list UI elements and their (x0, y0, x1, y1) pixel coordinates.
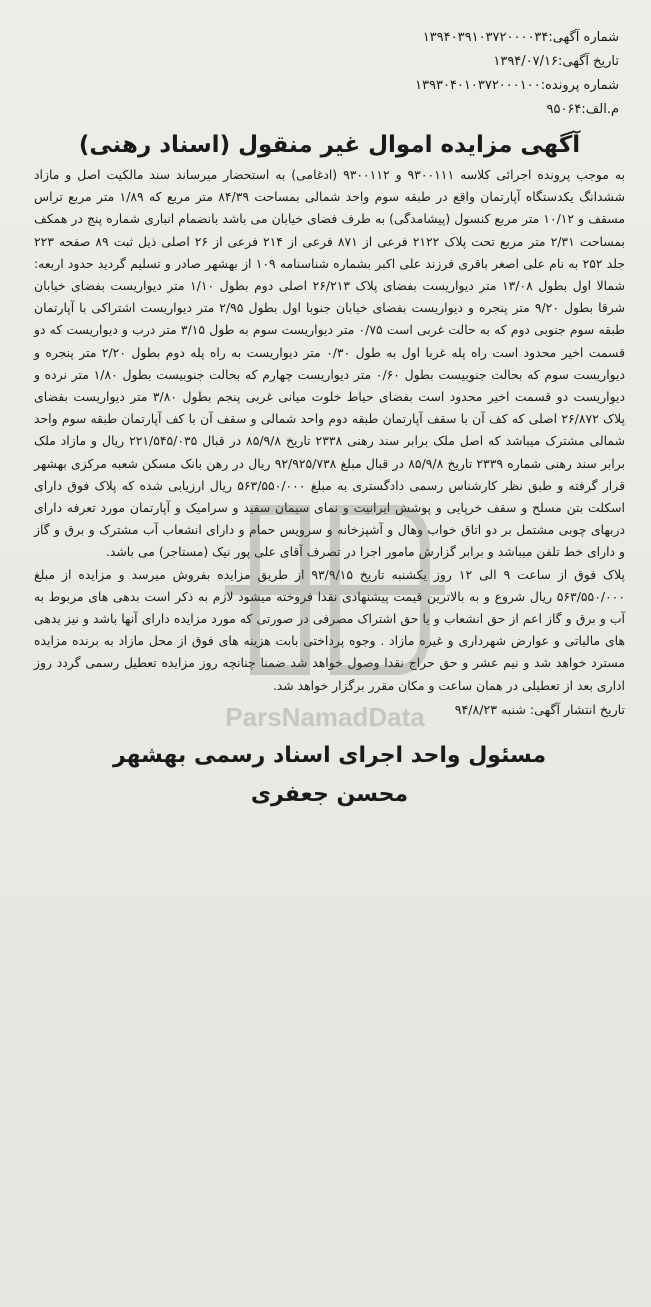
publication-date: تاریخ انتشار آگهی: شنبه ۹۴/۸/۲۳ (454, 701, 625, 717)
ad-date: تاریخ آگهی:۱۳۹۴/۰۷/۱۶ (493, 54, 619, 69)
ref-number: م.الف:۹۵۰۶۴ (546, 102, 619, 117)
notice-meta (34, 26, 619, 122)
notice-title: آگهی مزایده اموال غیر منقول (اسناد رهنی) (78, 132, 581, 158)
body-paragraph-2: پلاک فوق از ساعت ۹ الی ۱۲ روز یکشنبه تاریخ ۹۳/۹/۱۵ از طریق مزایده بفروش میرسد و مزایده از مبلغ ۵۶۳/۵۵۰/۰۰۰ ریال شروع و به بالاترین قیمت پیشنهادی نقدا فروخته میشود لازم به ذکر است بدهی های مربوط به آب و برق و گاز اعم از حق انشعاب و یا حق اشتراک مصرفی در صورتی که مورد مزایده دارای آنها باشد و نیز بدهی های مالیاتی و عوارض شهرداری و غیره مازاد . وجوه پرداختی بابت هزینه های فوق از محل مازاد به برنده مزایده مسترد خواهد شد و نیم عشر و حق حراج نقدا وصول خواهد شد ضمنا چنانچه روز مزایده تعطیل رسمی گردد روز اداری بعد از تعطیلی در همان ساعت و مکان مقرر برگزار خواهد شد. (34, 566, 625, 693)
notice-body (34, 164, 625, 697)
watermark-text: ParsNamadData (225, 702, 425, 732)
ad-number: شماره آگهی:۱۳۹۴۰۳۹۱۰۳۷۲۰۰۰۰۳۴ (422, 30, 619, 45)
signature-name: محسن جعفری (250, 781, 409, 807)
body-paragraph-1: به موجب پرونده اجرائی کلاسه ۹۳۰۰۱۱۱ و ۹۳۰۰۱۱۲ (ادغامی) به استحضار میرساند سند مالکیت اصل و مازاد ششدانگ یکدستگاه آپارتمان واقع در طبقه سوم واحد شمالی بمساحت ۸۴/۳۹ متر مربع که ۱/۸۹ متر مربع تراس مسقف و ۱۰/۱۲ متر مربع کنسول (پیشامدگی) به طرف فضای خیابان می باشد بانضمام انباری شماره پنج در همکف بمساحت ۲/۳۱ متر مربع تحت پلاک ۲۱۲۲ فرعی از ۸۷۱ فرعی از ۲۱۴ فرعی از ۲۶ اصلی ذیل ثبت ۸۹ صفحه ۲۲۳ جلد ۲۵۲ به نام علی اصغر باقری فرزند علی اکبر بشماره شناسنامه ۱۰۹ از بهشهر صادر و تسلیم گردید حدود اربعه: شمالا اول بطول ۱۳/۰۸ متر دیواریست بفضای پلاک ۲۶/۲۱۳ اصلی دوم بطول ۱/۱۰ متر دیواریست بفضای خیابان شرقا بطول ۹/۲۰ متر پنجره و دیواریست بفضای خیابان جنوبا اول بطول ۲/۹۵ متر دیواریست اشتراکی با آپارتمان طبقه سوم جنوبی دوم که به حالت غربی است ۰/۷۵ متر دیواریست سوم به طول ۳/۱۵ متر درب و دیواریست که دو قسمت اخیر محدود است راه پله غربا اول به طول ۰/۳۰ متر دیواریست به راه پله دوم بطول ۲/۲۰ متر پنجره و دیواریست سوم که بحالت جنوبیست بطول ۰/۶۰ متر دیواریست چهارم که بحالت جنوبیست بطول ۱/۸۰ متر نرده و دیواریست دو قسمت اخیر محدود است بفضای حیاط خلوت میانی غربی پنجم بطول ۳/۸۰ متر دیواریست بفضای پلاک ۲۶/۸۷۲ اصلی که کف آن با سقف آپارتمان طبقه دوم واحد شمالی و سقف آن با کف آپارتمان طبقه سوم واحد شمالی مشترک میباشد که اصل ملک برابر سند رهنی ۲۳۳۸ تاریخ ۸۵/۹/۸ در قبال ۲۲۱/۵۴۵/۰۳۵ ریال و مازاد ملک برابر سند رهنی شماره ۲۳۳۹ تاریخ ۸۵/۹/۸ در قبال مبلغ ۹۲/۹۲۵/۷۳۸ ریال در رهن بانک مسکن شعبه مرکزی بهشهر قرار گرفته و طبق نظر کارشناس رسمی دادگستری به مبلغ ۵۶۳/۵۵۰/۰۰۰ ریال ارزیابی شده که پلاک فوق دارای اسکلت بتن مسلح و سقف خرپایی و پوشش ایرانیت و نمای سیمان سفید و سرامیک و آپارتمان مورد تعرفه دارای دربهای چوبی مشتمل بر دو اتاق خواب وهال و آشپزخانه و سرویس حمام و دارای انشعاب آب مشترک و برق و گاز و دارای خط تلفن میباشد و برابر گزارش مامور اجرا در تصرف آقای علی پور نیک (مستاجر) می باشد. (34, 167, 626, 560)
signature-office: مسئول واحد اجرای اسناد رسمی بهشهر (112, 742, 547, 768)
file-number: شماره پرونده:۱۳۹۳۰۴۰۱۰۳۷۲۰۰۰۱۰۰ (415, 78, 619, 93)
